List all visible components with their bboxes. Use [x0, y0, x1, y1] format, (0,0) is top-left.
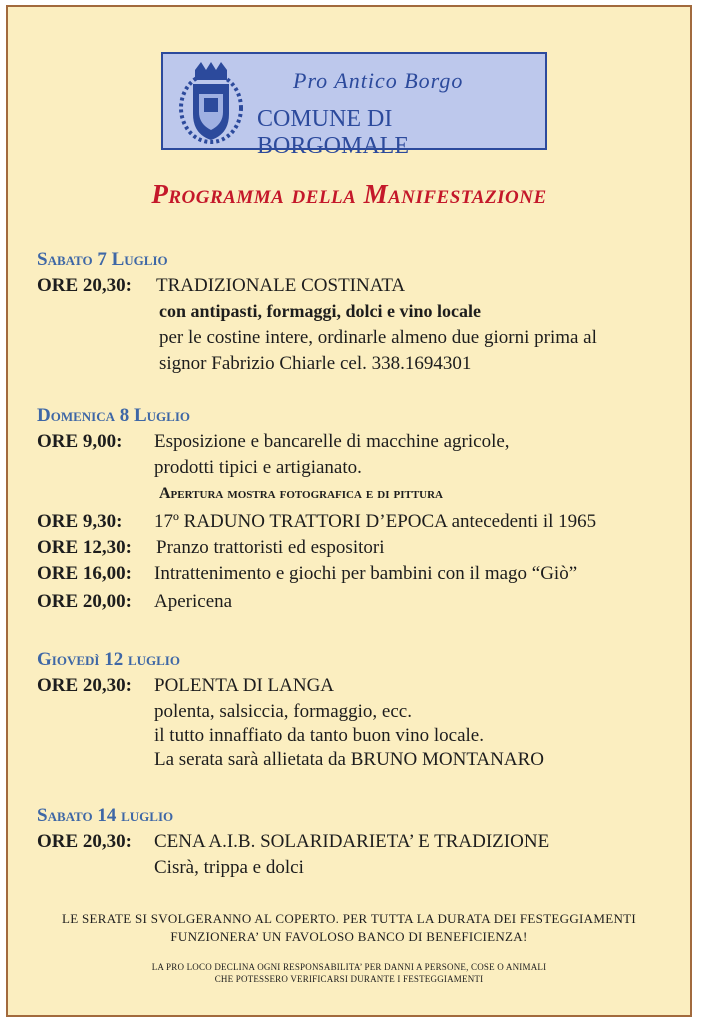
event-text: Apericena — [154, 591, 233, 612]
event-time: ORE 9,00: — [37, 431, 123, 452]
event-time: ORE 9,30: — [37, 511, 123, 532]
footer-notice: LE SERATE SI SVOLGERANNO AL COPERTO. PER TUTTA LA DURATA DEI FESTEGGIAMENTI — [61, 911, 637, 926]
event-detail: signor Fabrizio Chiarle cel. 338.1694301 — [159, 353, 472, 374]
event-detail: polenta, salsiccia, formaggio, ecc. — [154, 701, 412, 722]
event-detail: prodotti tipici e artigianato. — [154, 457, 362, 478]
event-text: TRADIZIONALE COSTINATA — [156, 275, 406, 296]
page-title: Programma della Manifestazione — [151, 179, 547, 209]
event-time: ORE 20,00: — [37, 591, 132, 612]
event-highlight: Apertura mostra fotografica e di pittura — [159, 485, 443, 502]
event-text: 17º RADUNO TRATTORI D’EPOCA antecedenti il 1965 — [154, 511, 597, 532]
footer-notice: FUNZIONERA’ UN FAVOLOSO BANCO DI BENEFICIENZA! — [170, 929, 528, 944]
day-heading: Giovedì 12 luglio — [37, 649, 180, 670]
poster — [6, 5, 692, 1017]
day-heading: Domenica 8 Luglio — [37, 405, 191, 426]
event-detail: con antipasti, formaggi, dolci e vino locale — [159, 301, 481, 321]
event-time: ORE 16,00: — [37, 563, 132, 584]
event-text: Pranzo trattoristi ed espositori — [156, 537, 385, 558]
logo-banner — [161, 52, 547, 159]
day-heading: Sabato 14 luglio — [37, 805, 174, 826]
logo-municipality-name: COMUNE DI BORGOMALE — [257, 106, 410, 159]
event-detail: il tutto innaffiato da tanto buon vino locale. — [154, 725, 484, 746]
disclaimer: CHE POTESSERO VERIFICARSI DURANTE I FESTEGGIAMENTI — [214, 974, 484, 984]
event-time: ORE 12,30: — [37, 537, 132, 558]
event-text: POLENTA DI LANGA — [154, 675, 335, 696]
event-text: Esposizione e bancarelle di macchine agricole, — [154, 431, 510, 452]
event-time: ORE 20,30: — [37, 675, 132, 696]
event-detail: La serata sarà allietata da BRUNO MONTANARO — [154, 749, 544, 770]
event-detail: Cisrà, trippa e dolci — [154, 857, 304, 878]
event-time: ORE 20,30: — [37, 831, 132, 852]
municipal-crest-icon — [175, 60, 247, 146]
day-heading: Sabato 7 Luglio — [37, 249, 168, 270]
disclaimer: LA PRO LOCO DECLINA OGNI RESPONSABILITA’ PER DANNI A PERSONE, COSE O ANIMALI — [151, 962, 547, 972]
event-detail: per le costine intere, ordinarle almeno due giorni prima al — [159, 327, 597, 348]
event-text: CENA A.I.B. SOLARIDARIETA’ E TRADIZIONE — [154, 831, 550, 852]
logo-script-text: Pro Antico Borgo — [293, 68, 464, 93]
event-time: ORE 20,30: — [37, 275, 132, 296]
event-text: Intrattenimento e giochi per bambini con il mago “Giò” — [154, 563, 578, 584]
